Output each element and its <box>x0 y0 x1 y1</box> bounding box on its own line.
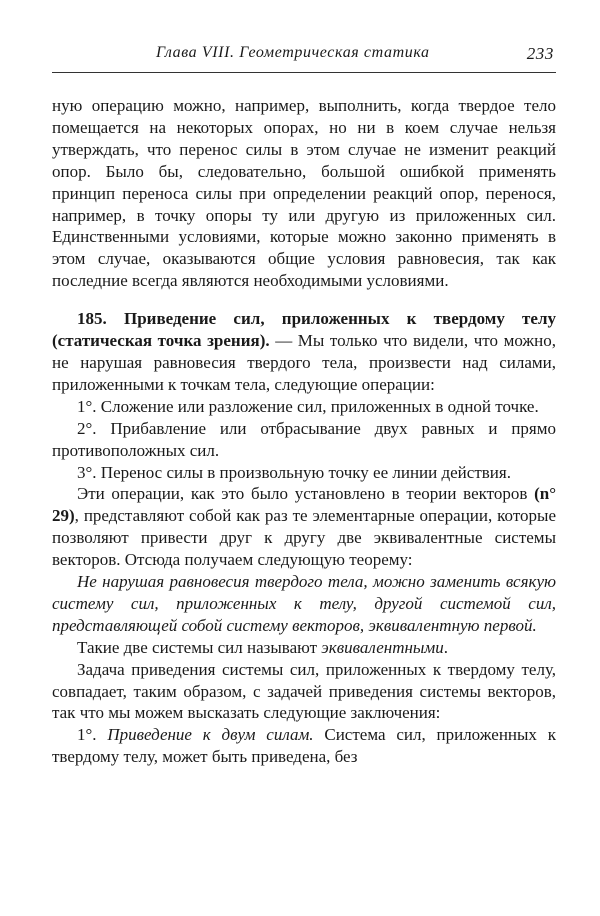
header-rule <box>52 72 556 73</box>
equivalent-text-before: Такие две системы сил называют <box>77 637 322 657</box>
section-paragraph <box>52 308 556 396</box>
running-head <box>52 44 556 70</box>
vectors-text-before: Эти операции, как это было установлено в теории векторов <box>77 484 535 504</box>
item-text: Система сил, приложенных к твердому телу, может быть приведена, без <box>52 725 556 767</box>
equivalent-term: эквивалентными <box>321 637 444 657</box>
body-text <box>52 95 556 768</box>
section-heading: 185. Приведение сил, приложенных к твердому телу (статическая точка зрения). <box>52 309 556 351</box>
operation-2: 2°. Прибавление или отбрасывание двух равных и прямо противоположных сил. <box>52 418 556 460</box>
vectors-text-after: , представляют собой как раз те элементарные операции, которые позволяют привести друг к другу две эквивалентные системы векторов. Отсюда получаем следующую теорему: <box>52 506 556 570</box>
book-page <box>52 44 556 768</box>
paragraph-continuation: ную операцию можно, например, выполнить, когда твердое тело помещается на некоторых опорах, но ни в коем случае нельзя утверждать, что перенос силы в этом случае не изменит реакций опор. Было бы, следовательно, большой ошибкой применять принцип переноса силы при определении реакций опор, перенося, например, в точку опоры ту или другую из приложенных сил. Единственными условиями, которые можно законно применять в этом случае, оказываются общие условия равновесия, так как последние всегда являются необходимыми условиями. <box>52 96 556 291</box>
equivalent-text-after: . <box>443 637 449 657</box>
operation-1: 1°. Сложение или разложение сил, приложенных в одной точке. <box>77 396 539 416</box>
item-title: Приведение к двум силам. <box>107 725 314 745</box>
paragraph-equivalent <box>52 637 556 659</box>
item-number: 1°. <box>77 725 108 745</box>
paragraph-task: Задача приведения системы сил, приложенных к твердому телу, совпадает, таким образом, с задачей приведения системы векторов, так что мы можем высказать следующие заключения: <box>52 659 556 723</box>
page-number: 233 <box>526 44 554 63</box>
section-text: — Мы только что видели, что можно, не нарушая равновесия твердого тела, произвести над силами, приложенными к точкам тела, следующие операции: <box>52 331 556 394</box>
theorem: Не нарушая равновесия твердого тела, можно заменить всякую систему сил, приложенных к телу, другой системой сил, представляющей собой систему векторов, эквивалентную первой. <box>52 572 556 635</box>
chapter-title: Глава VIII. Геометрическая статика <box>156 44 430 61</box>
paragraph-last <box>52 724 556 768</box>
cross-reference: (n° 29) <box>52 484 556 526</box>
paragraph-vectors <box>52 483 556 571</box>
operation-3: 3°. Перенос силы в произвольную точку ее линии действия. <box>77 462 511 482</box>
